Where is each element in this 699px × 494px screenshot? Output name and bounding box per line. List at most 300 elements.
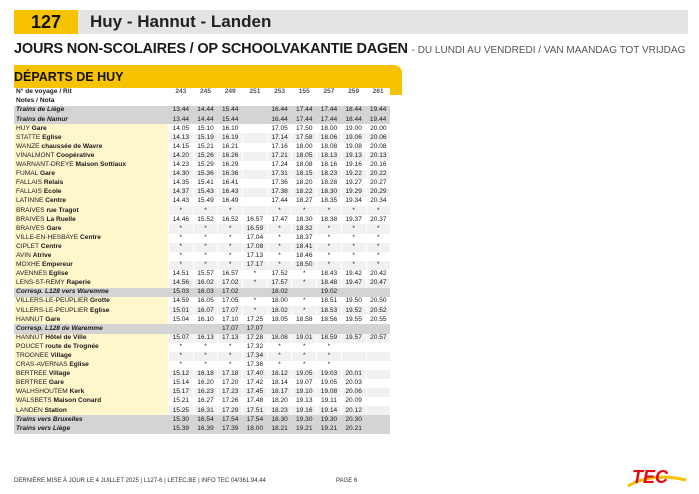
departure-time: * xyxy=(267,352,292,361)
departure-time: 19.30 xyxy=(292,415,317,424)
stop-name xyxy=(14,261,169,270)
departure-time: 19.16 xyxy=(292,406,317,415)
departure-time xyxy=(243,288,268,297)
departure-time xyxy=(267,324,292,333)
departure-time: * xyxy=(267,252,292,261)
departure-time: 19.10 xyxy=(292,388,317,397)
stop-name xyxy=(14,334,169,343)
departure-time: 15.07 xyxy=(169,334,194,343)
stop-row xyxy=(14,161,390,170)
departure-time: 18.08 xyxy=(292,161,317,170)
departure-time xyxy=(243,106,268,115)
departure-time: 17.13 xyxy=(243,252,268,261)
departure-time: 16.03 xyxy=(193,288,218,297)
departure-time: 14.20 xyxy=(169,152,194,161)
stop-place: STATTE xyxy=(16,133,41,141)
departure-time: 19.21 xyxy=(292,424,317,433)
stop-row xyxy=(14,334,390,343)
stop-row xyxy=(14,170,390,179)
stop-place: HUY xyxy=(16,124,30,132)
departure-time: 20.21 xyxy=(341,424,366,433)
stop-label: Relais xyxy=(43,179,64,187)
departure-time: * xyxy=(243,297,268,306)
stop-name xyxy=(14,206,169,215)
tec-logo xyxy=(622,464,694,490)
departure-time: * xyxy=(317,343,342,352)
departure-time: * xyxy=(193,361,218,370)
stop-label: Maison Sottiaux xyxy=(75,161,127,169)
departure-time: 15.43 xyxy=(193,188,218,197)
stop-row xyxy=(14,270,390,279)
departure-time: 17.52 xyxy=(267,270,292,279)
trip-number: 259 xyxy=(341,88,366,97)
notes-cell xyxy=(267,97,292,106)
departure-time: 19.11 xyxy=(317,397,342,406)
departure-time: * xyxy=(366,243,390,252)
departure-time: 15.44 xyxy=(218,115,243,124)
stop-place: FALLAIS xyxy=(16,188,43,196)
stop-place: FALLAIS xyxy=(16,179,43,187)
stop-place: BRAIVES xyxy=(16,206,45,214)
departure-time: * xyxy=(292,352,317,361)
departure-time: 17.44 xyxy=(317,106,342,115)
departure-time: 17.16 xyxy=(267,143,292,152)
departure-time: * xyxy=(218,352,243,361)
departure-time: 17.07 xyxy=(243,324,268,333)
departure-time: * xyxy=(317,352,342,361)
departure-time: * xyxy=(341,206,366,215)
departure-time: 20.47 xyxy=(366,279,390,288)
departure-time xyxy=(243,115,268,124)
stop-row xyxy=(14,388,390,397)
departure-time: 16.59 xyxy=(243,224,268,233)
connection-label: Trains vers Bruxelles xyxy=(14,415,169,424)
departure-time: * xyxy=(267,224,292,233)
stop-name xyxy=(14,388,169,397)
departure-time xyxy=(169,324,194,333)
stop-label: Gare xyxy=(46,224,62,232)
departure-time: 14.46 xyxy=(169,215,194,224)
notes-cell xyxy=(169,97,194,106)
stop-name xyxy=(14,270,169,279)
departure-time: * xyxy=(169,224,194,233)
departure-time: * xyxy=(169,352,194,361)
departure-time: * xyxy=(169,206,194,215)
stop-place: HANNUT xyxy=(16,333,44,341)
stop-label: chaussée de Wavre xyxy=(41,142,103,150)
stop-row xyxy=(14,224,390,233)
departure-time: 14.15 xyxy=(169,143,194,152)
departure-time: 16.18 xyxy=(193,370,218,379)
stop-place: WANZE xyxy=(16,142,40,150)
trip-number: 261 xyxy=(366,88,390,97)
departure-time: 20.34 xyxy=(366,197,390,206)
departure-time xyxy=(366,288,390,297)
stop-place: TROGNÉE xyxy=(16,352,49,360)
stop-place: VILLE-EN-HESBAYE xyxy=(16,233,79,241)
departure-time: 18.44 xyxy=(341,115,366,124)
footer-text: DERNIÈRE MISE À JOUR LE 4 JUILLET 2025 | L127-6 | LETEC.BE | INFO TEC 04/361.94.44 xyxy=(14,478,266,484)
departure-time: * xyxy=(218,261,243,270)
departure-time: 14.56 xyxy=(169,279,194,288)
connection-row xyxy=(14,106,390,115)
departure-time: 20.52 xyxy=(366,306,390,315)
departure-time: * xyxy=(193,352,218,361)
departure-time: * xyxy=(292,343,317,352)
departure-time: 16.41 xyxy=(218,179,243,188)
stop-name xyxy=(14,179,169,188)
departure-time: 17.34 xyxy=(243,352,268,361)
departure-time: 15.21 xyxy=(193,143,218,152)
departure-time: 16.49 xyxy=(218,197,243,206)
stop-place: BERTRÉE xyxy=(16,379,48,387)
departure-time: 18.08 xyxy=(317,143,342,152)
connection-row xyxy=(14,424,390,433)
departure-time: * xyxy=(193,261,218,270)
notes-cell xyxy=(193,97,218,106)
departure-time: 18.48 xyxy=(317,279,342,288)
departure-time: 15.41 xyxy=(193,179,218,188)
departure-time: 18.30 xyxy=(292,215,317,224)
departure-time: 14.51 xyxy=(169,270,194,279)
departure-time: 18.53 xyxy=(317,306,342,315)
departure-time: 17.51 xyxy=(243,406,268,415)
route-title: Huy - Hannut - Landen xyxy=(90,12,272,31)
departure-time: 18.02 xyxy=(267,288,292,297)
departure-time: 18.37 xyxy=(292,234,317,243)
departure-time: * xyxy=(169,234,194,243)
stop-name xyxy=(14,379,169,388)
departure-time: 17.38 xyxy=(267,188,292,197)
period-heading xyxy=(14,40,699,60)
stop-name xyxy=(14,279,169,288)
departure-time: * xyxy=(341,243,366,252)
departure-time xyxy=(243,197,268,206)
stop-label: Centre xyxy=(45,197,67,205)
departure-time: 18.46 xyxy=(292,252,317,261)
notes-cell xyxy=(243,97,268,106)
notes-cell xyxy=(292,97,317,106)
departure-time: * xyxy=(169,361,194,370)
connection-label: Trains vers Liège xyxy=(14,424,169,433)
departure-time: 20.01 xyxy=(341,370,366,379)
departure-time: 14.44 xyxy=(193,115,218,124)
departure-time: 19.00 xyxy=(341,124,366,133)
stop-label: Gare xyxy=(31,124,47,132)
departure-time: * xyxy=(243,270,268,279)
departure-time: * xyxy=(218,224,243,233)
departure-time: 16.31 xyxy=(193,406,218,415)
departure-time xyxy=(366,343,390,352)
stop-label: Ecole xyxy=(43,188,62,196)
stop-label: Gare xyxy=(48,379,64,387)
connection-row xyxy=(14,324,390,333)
departure-time: 18.00 xyxy=(292,143,317,152)
stop-place: LANDEN xyxy=(16,406,43,414)
departure-time xyxy=(243,206,268,215)
departure-time xyxy=(366,352,390,361)
departure-time: * xyxy=(267,206,292,215)
stop-name xyxy=(14,315,169,324)
notes-cell xyxy=(317,97,342,106)
stop-row xyxy=(14,370,390,379)
stop-row xyxy=(14,306,390,315)
departure-time: * xyxy=(267,361,292,370)
departure-time: 17.44 xyxy=(292,106,317,115)
stop-place: AVIN xyxy=(16,251,31,259)
connection-label: Corresp. L128 de Waremme xyxy=(14,324,169,333)
stop-name xyxy=(14,252,169,261)
stop-place: VINALMONT xyxy=(16,151,55,159)
departure-time: * xyxy=(317,252,342,261)
departure-time: 19.03 xyxy=(317,370,342,379)
stop-place: HANNUT xyxy=(16,315,44,323)
departure-time: 18.38 xyxy=(317,215,342,224)
departure-time: * xyxy=(218,243,243,252)
stop-place: LATINNE xyxy=(16,197,44,205)
departure-time: 18.27 xyxy=(292,197,317,206)
stop-place: LENS-ST-REMY xyxy=(16,279,65,287)
departure-time: * xyxy=(169,343,194,352)
logo-text: TEC xyxy=(632,467,668,487)
connection-label: Trains de Liège xyxy=(14,106,169,115)
departure-time: 18.12 xyxy=(267,370,292,379)
departure-time: 17.21 xyxy=(267,152,292,161)
departure-time: * xyxy=(366,234,390,243)
departure-time: 19.05 xyxy=(292,370,317,379)
departure-time: 16.26 xyxy=(218,152,243,161)
departure-time: 16.54 xyxy=(193,415,218,424)
stop-row xyxy=(14,261,390,270)
departure-time xyxy=(243,179,268,188)
stop-name xyxy=(14,197,169,206)
stop-label: Village xyxy=(50,352,72,360)
departure-time: 19.47 xyxy=(341,279,366,288)
departure-time: 19.57 xyxy=(341,334,366,343)
departure-time: 18.00 xyxy=(317,124,342,133)
departure-time xyxy=(341,361,366,370)
departure-time: * xyxy=(193,234,218,243)
departure-time xyxy=(193,324,218,333)
departure-time: 18.17 xyxy=(267,388,292,397)
departure-time: 14.30 xyxy=(169,170,194,179)
stop-row xyxy=(14,133,390,142)
departure-time: 19.02 xyxy=(317,288,342,297)
departure-time: 17.47 xyxy=(267,215,292,224)
stop-label: Coopérative xyxy=(56,151,95,159)
departure-time: 18.41 xyxy=(292,243,317,252)
departure-time: 14.43 xyxy=(169,197,194,206)
stop-name xyxy=(14,370,169,379)
departure-time: * xyxy=(292,270,317,279)
line-number-badge: 127 xyxy=(14,10,78,34)
departure-time: 16.19 xyxy=(218,133,243,142)
stop-name xyxy=(14,161,169,170)
departure-time: * xyxy=(317,224,342,233)
departure-time: 16.44 xyxy=(267,106,292,115)
departure-time: 18.59 xyxy=(317,334,342,343)
departure-time: * xyxy=(193,224,218,233)
departure-time: 17.57 xyxy=(267,279,292,288)
stop-label: rue Tragot xyxy=(46,206,79,214)
stop-row xyxy=(14,297,390,306)
stop-row xyxy=(14,315,390,324)
departure-time: 20.00 xyxy=(366,124,390,133)
departure-time: 17.32 xyxy=(243,343,268,352)
stop-label: Eglise xyxy=(48,270,69,278)
stop-label: Eglise xyxy=(69,361,89,369)
departure-time: * xyxy=(169,243,194,252)
departure-time: 17.25 xyxy=(243,315,268,324)
connection-label: Trains de Namur xyxy=(14,115,169,124)
departure-time: * xyxy=(366,224,390,233)
departure-time xyxy=(341,288,366,297)
departure-time: 17.07 xyxy=(218,306,243,315)
stop-row xyxy=(14,406,390,415)
stop-row xyxy=(14,143,390,152)
departure-time: 15.04 xyxy=(169,315,194,324)
departure-time: 18.20 xyxy=(292,179,317,188)
trip-number: 257 xyxy=(317,88,342,97)
departure-time: 20.42 xyxy=(366,270,390,279)
departure-time: 17.36 xyxy=(267,179,292,188)
stop-row xyxy=(14,152,390,161)
departure-time: * xyxy=(267,343,292,352)
departure-time: 20.27 xyxy=(366,179,390,188)
stop-place: BERTRÉE xyxy=(16,370,48,378)
departure-time: * xyxy=(193,243,218,252)
departure-time: 14.44 xyxy=(193,106,218,115)
direction-title: DÉPARTS DE HUY xyxy=(14,70,124,84)
departure-time: 20.06 xyxy=(366,133,390,142)
departure-time: 18.00 xyxy=(243,424,268,433)
departure-time: 16.20 xyxy=(193,379,218,388)
departure-time: 16.21 xyxy=(218,143,243,152)
departure-time: 18.32 xyxy=(292,224,317,233)
departure-time: 20.13 xyxy=(366,152,390,161)
trip-number: 155 xyxy=(292,88,317,97)
departure-time: 17.07 xyxy=(218,324,243,333)
stop-label: Raperie xyxy=(66,279,91,287)
departure-time xyxy=(243,161,268,170)
departure-time: 19.29 xyxy=(341,188,366,197)
departure-time: 16.44 xyxy=(267,115,292,124)
stop-place: AVENNES xyxy=(16,270,48,278)
departure-time xyxy=(243,133,268,142)
stop-place: POUCET xyxy=(16,342,44,350)
departure-time: * xyxy=(218,234,243,243)
stop-label: Gare xyxy=(45,315,61,323)
departure-time: 18.56 xyxy=(317,315,342,324)
departure-time: * xyxy=(243,306,268,315)
departure-time: 19.42 xyxy=(341,270,366,279)
departure-time: 18.02 xyxy=(267,306,292,315)
departure-time: 19.06 xyxy=(341,133,366,142)
departure-time: 15.19 xyxy=(193,133,218,142)
departure-time: 19.07 xyxy=(292,379,317,388)
trip-number: 251 xyxy=(243,88,268,97)
stop-label: Eglise xyxy=(90,306,110,314)
stop-place: VILLERS-LE-PEUPLIER xyxy=(16,306,89,314)
stop-place: FUMAL xyxy=(16,170,39,178)
departure-time: * xyxy=(193,252,218,261)
departure-time: 15.17 xyxy=(169,388,194,397)
departure-time: 15.52 xyxy=(193,215,218,224)
departure-time: * xyxy=(317,243,342,252)
departure-time: 18.14 xyxy=(267,379,292,388)
departure-time: 17.54 xyxy=(243,415,268,424)
departure-time: 17.17 xyxy=(243,261,268,270)
header-bar xyxy=(14,10,688,34)
departure-time: 20.55 xyxy=(366,315,390,324)
notes-label: Notes / Nota xyxy=(14,97,169,106)
departure-time: 17.44 xyxy=(267,197,292,206)
departure-time: 19.30 xyxy=(317,415,342,424)
departure-time: 14.59 xyxy=(169,297,194,306)
departure-time: * xyxy=(267,234,292,243)
departure-time: 17.05 xyxy=(267,124,292,133)
departure-time: 15.25 xyxy=(169,406,194,415)
departure-time: * xyxy=(267,243,292,252)
departure-time: 19.08 xyxy=(341,143,366,152)
departure-time: 18.00 xyxy=(267,297,292,306)
departure-time: 20.12 xyxy=(341,406,366,415)
stop-place: WALSBETS xyxy=(16,397,52,405)
departure-time: 15.01 xyxy=(169,306,194,315)
departure-time: 19.34 xyxy=(341,197,366,206)
departure-time: 17.13 xyxy=(218,334,243,343)
departure-time: 17.48 xyxy=(243,397,268,406)
stop-row xyxy=(14,234,390,243)
departure-time: 17.44 xyxy=(292,115,317,124)
departure-time: 19.52 xyxy=(341,306,366,315)
departure-time: 17.50 xyxy=(292,124,317,133)
departure-time: 17.36 xyxy=(243,361,268,370)
departure-time: 15.29 xyxy=(193,161,218,170)
stop-row xyxy=(14,252,390,261)
departure-time: 16.29 xyxy=(218,161,243,170)
departure-time: * xyxy=(218,361,243,370)
departure-time: * xyxy=(292,361,317,370)
departure-time: 18.05 xyxy=(292,152,317,161)
departure-time: * xyxy=(218,343,243,352)
stop-label: Village xyxy=(48,370,71,378)
stop-name xyxy=(14,234,169,243)
departure-time: * xyxy=(267,261,292,270)
departure-time: 20.09 xyxy=(341,397,366,406)
departure-time: 18.50 xyxy=(292,261,317,270)
departure-time: * xyxy=(292,306,317,315)
departure-time xyxy=(243,124,268,133)
departure-time: 17.42 xyxy=(243,379,268,388)
stop-row xyxy=(14,179,390,188)
departure-time: 18.16 xyxy=(317,161,342,170)
departure-time: 16.07 xyxy=(193,306,218,315)
stop-row xyxy=(14,379,390,388)
departure-time: 17.20 xyxy=(218,379,243,388)
departure-time: 19.08 xyxy=(317,388,342,397)
departure-time: * xyxy=(243,279,268,288)
stop-name xyxy=(14,133,169,142)
departure-time xyxy=(366,424,390,433)
stop-name xyxy=(14,143,169,152)
departure-time: 20.57 xyxy=(366,334,390,343)
departure-time: 17.02 xyxy=(218,288,243,297)
stop-label: Maison Conard xyxy=(53,397,102,405)
departure-time: 17.31 xyxy=(267,170,292,179)
stop-name xyxy=(14,215,169,224)
departure-time: 19.37 xyxy=(341,215,366,224)
